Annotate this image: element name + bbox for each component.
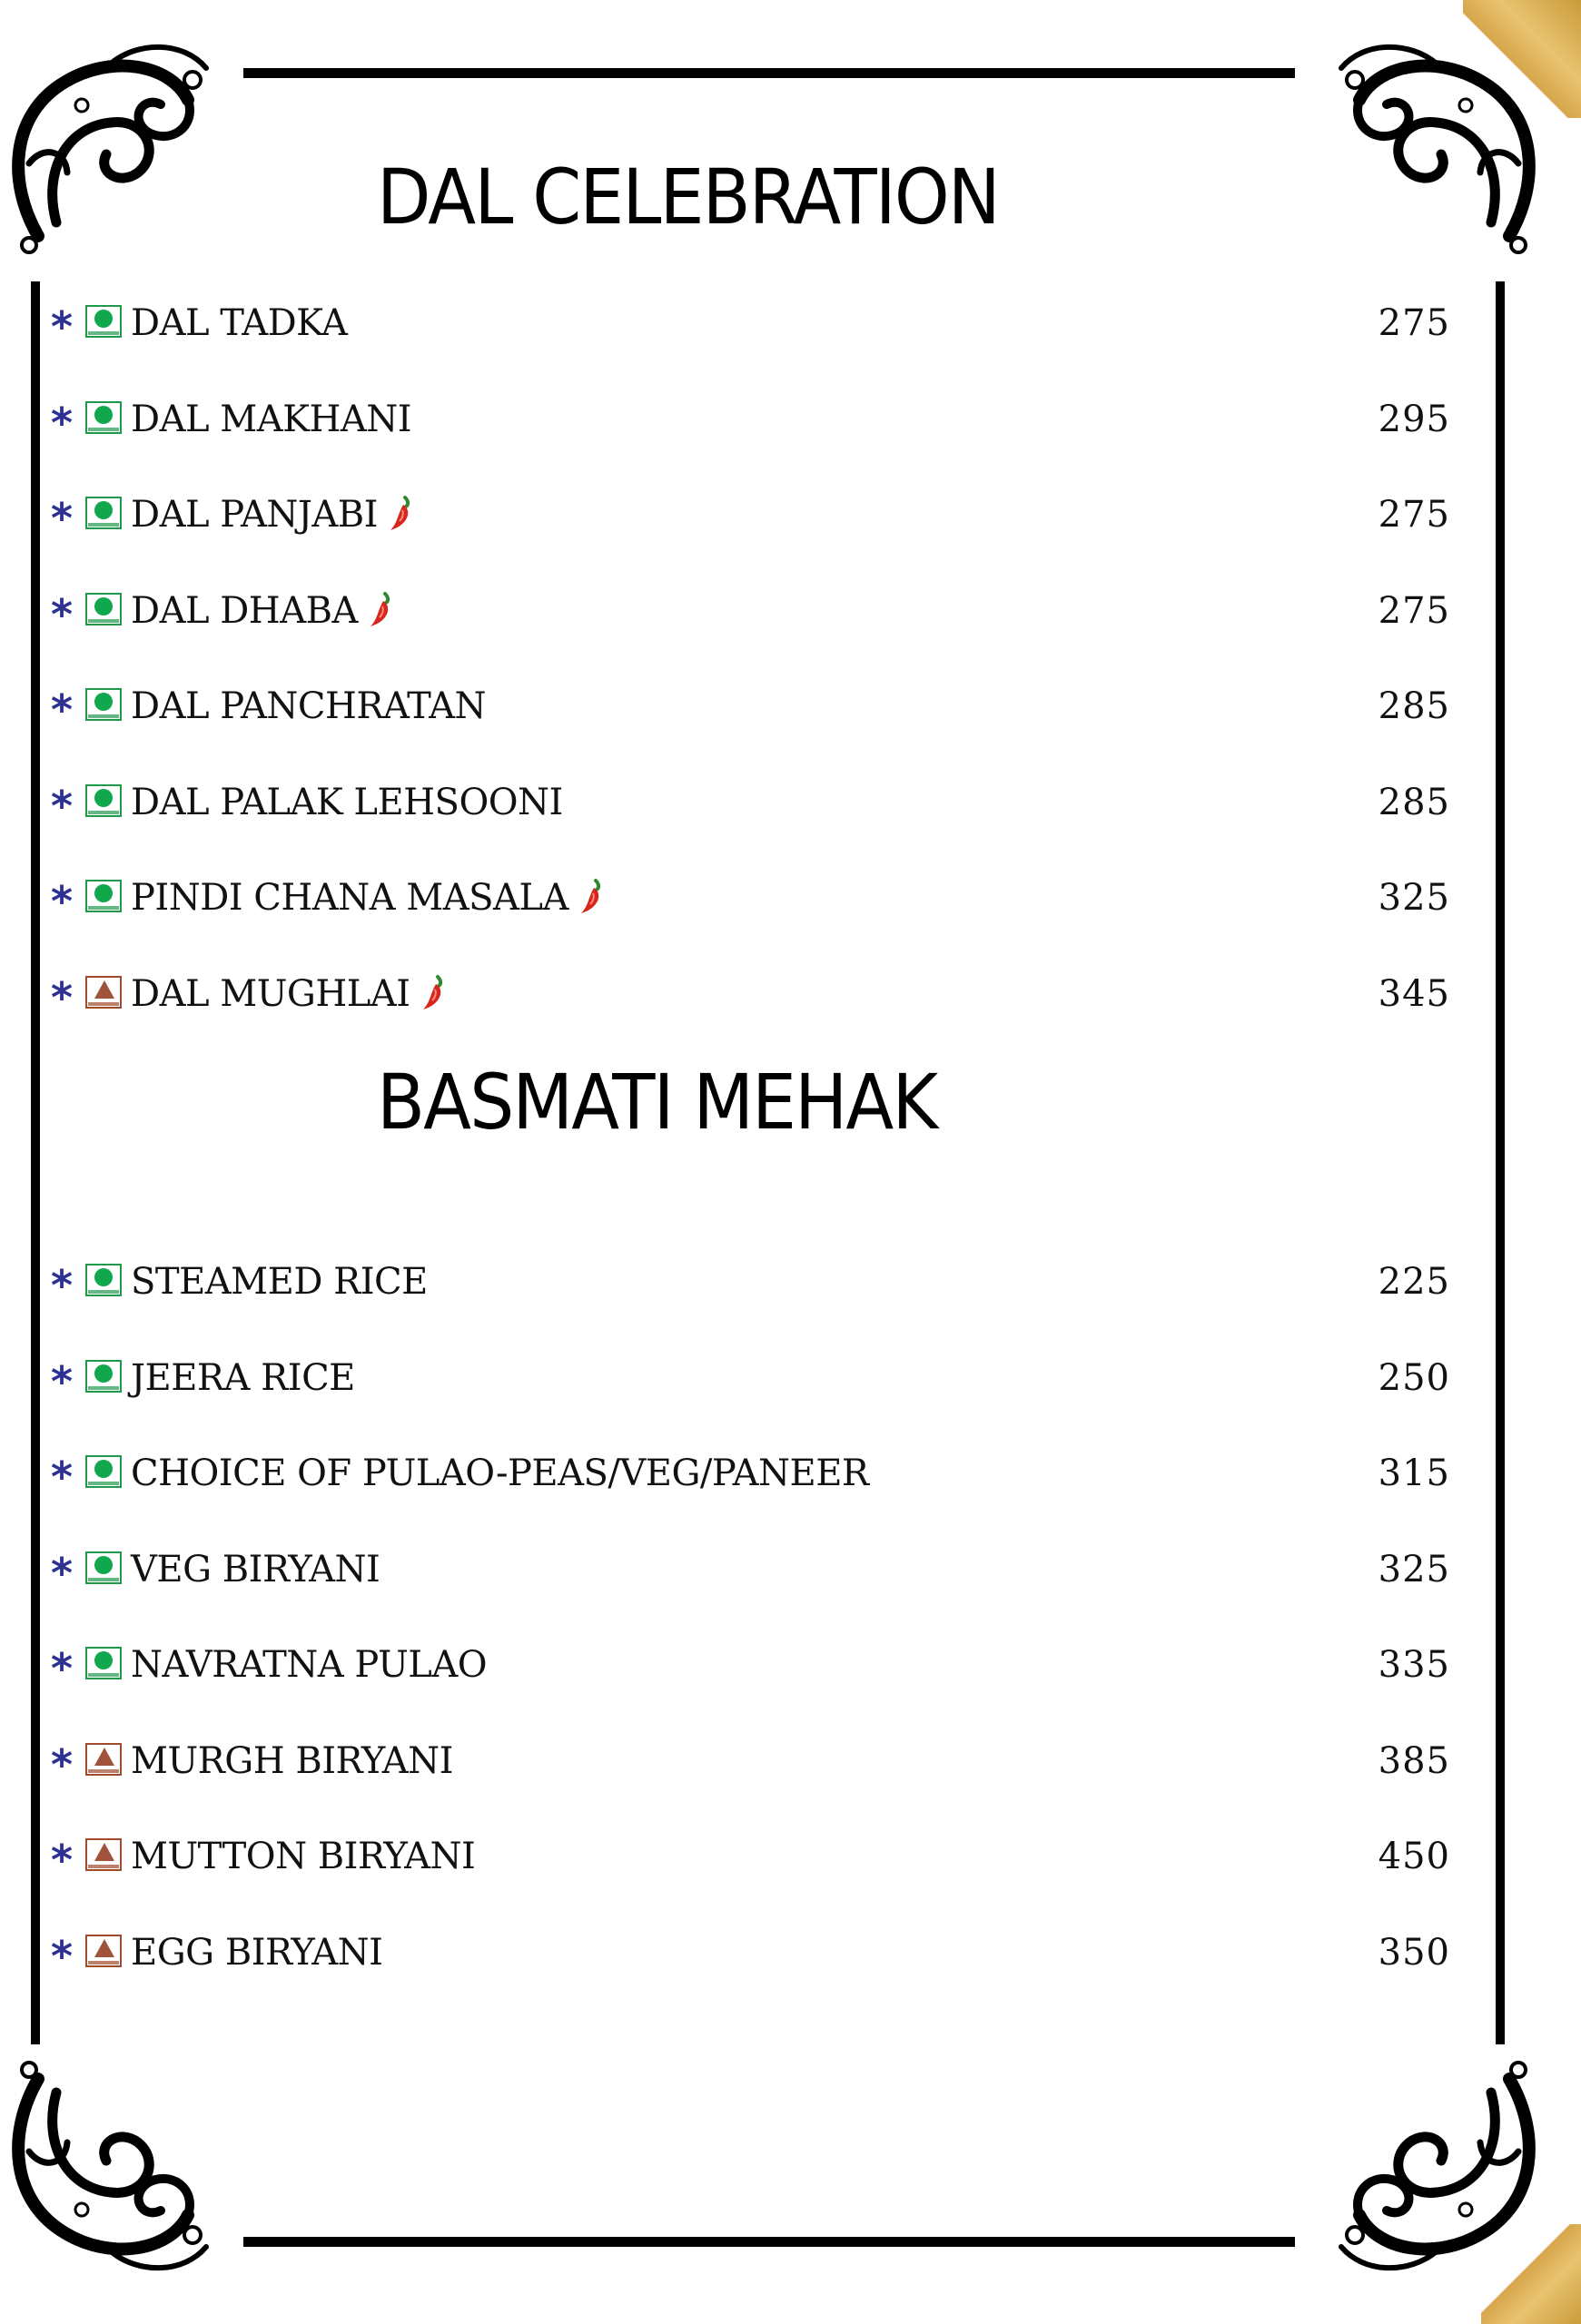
menu-item — [47, 1925, 1450, 1980]
frame-bottom-rule — [243, 2237, 1295, 2247]
asterisk-icon: * — [51, 494, 74, 543]
menu-item-name-text: DAL TADKA — [131, 302, 348, 344]
menu-item-price: 350 — [1378, 1931, 1450, 1974]
frame-right-rule — [1496, 281, 1505, 2044]
chili-icon — [418, 973, 445, 1011]
menu-item — [47, 1255, 1450, 1309]
menu-item — [47, 487, 1450, 542]
veg-symbol-icon — [85, 305, 122, 338]
menu-item-name-text: DAL DHABA — [131, 589, 358, 632]
flourish-ornament-icon — [2, 2061, 229, 2288]
asterisk-icon: * — [51, 398, 74, 448]
section-title-dal-celebration: DAL CELEBRATION — [377, 153, 999, 241]
menu-item — [47, 1542, 1450, 1597]
asterisk-icon: * — [51, 1548, 74, 1598]
flourish-ornament-icon — [1319, 2061, 1546, 2288]
menu-item-price: 295 — [1378, 398, 1450, 440]
asterisk-icon: * — [51, 1739, 74, 1789]
menu-item-price: 225 — [1378, 1261, 1450, 1303]
menu-item — [47, 1351, 1450, 1405]
veg-symbol-icon — [85, 880, 122, 912]
menu-item-name-text: MURGH BIRYANI — [131, 1739, 453, 1782]
flourish-ornament-icon — [2, 27, 229, 254]
menu-item — [47, 1829, 1450, 1884]
menu-item-name — [131, 587, 392, 635]
chili-icon — [576, 877, 603, 915]
menu-item-price: 250 — [1378, 1356, 1450, 1399]
veg-symbol-icon — [85, 784, 122, 817]
menu-item-name — [131, 491, 412, 538]
menu-item-price: 335 — [1378, 1644, 1450, 1686]
menu-item-name — [131, 874, 603, 921]
frame-left-rule — [31, 281, 40, 2044]
non-veg-symbol-icon — [85, 1838, 122, 1871]
asterisk-icon: * — [51, 1356, 74, 1406]
asterisk-icon: * — [51, 1836, 74, 1885]
menu-item-name-text: DAL PALAK LEHSOONI — [131, 781, 563, 823]
veg-symbol-icon — [85, 497, 122, 529]
flourish-ornament-icon — [1319, 27, 1546, 254]
section-title-basmati-mehak: BASMATI MEHAK — [377, 1058, 937, 1147]
menu-item — [47, 679, 1450, 734]
menu-item — [47, 775, 1450, 830]
menu-item-price: 385 — [1378, 1739, 1450, 1782]
menu-item-name-text: VEG BIRYANI — [131, 1548, 380, 1590]
menu-item-name-text: DAL MUGHLAI — [131, 972, 410, 1015]
asterisk-icon: * — [51, 589, 74, 639]
asterisk-icon: * — [51, 685, 74, 734]
menu-item-name — [131, 683, 486, 730]
menu-item-name — [131, 970, 445, 1018]
menu-item-price: 275 — [1378, 302, 1450, 344]
menu-item-price: 315 — [1378, 1452, 1450, 1494]
chili-icon — [385, 494, 412, 532]
menu-item-name-text: PINDI CHANA MASALA — [131, 877, 568, 919]
asterisk-icon: * — [51, 877, 74, 926]
menu-item — [47, 967, 1450, 1021]
menu-item-name-text: EGG BIRYANI — [131, 1931, 383, 1974]
veg-symbol-icon — [85, 1455, 122, 1488]
veg-symbol-icon — [85, 1360, 122, 1393]
menu-item-name-text: NAVRATNA PULAO — [131, 1644, 488, 1686]
menu-item — [47, 584, 1450, 638]
veg-symbol-icon — [85, 401, 122, 434]
menu-item-name-text: JEERA RICE — [131, 1356, 355, 1399]
menu-item-name — [131, 1641, 487, 1689]
asterisk-icon: * — [51, 1644, 74, 1693]
menu-item-price: 345 — [1378, 972, 1450, 1015]
menu-item-price: 325 — [1378, 877, 1450, 919]
menu-item-name — [131, 1546, 380, 1593]
asterisk-icon: * — [51, 1261, 74, 1310]
menu-item-name — [131, 1738, 453, 1785]
menu-item-price: 275 — [1378, 589, 1450, 632]
veg-symbol-icon — [85, 1264, 122, 1296]
asterisk-icon: * — [51, 1452, 74, 1502]
menu-item-name-text: MUTTON BIRYANI — [131, 1836, 476, 1877]
menu-item — [47, 392, 1450, 447]
asterisk-icon: * — [51, 302, 74, 351]
menu-item-name — [131, 779, 563, 826]
menu-item-price: 275 — [1378, 494, 1450, 536]
asterisk-icon: * — [51, 781, 74, 831]
non-veg-symbol-icon — [85, 1743, 122, 1776]
veg-symbol-icon — [85, 688, 122, 721]
menu-item — [47, 871, 1450, 925]
menu-item-name — [131, 1929, 382, 1976]
menu-item-price: 285 — [1378, 781, 1450, 823]
menu-item-name — [131, 300, 347, 347]
menu-item-price: 450 — [1378, 1836, 1450, 1877]
non-veg-symbol-icon — [85, 1935, 122, 1967]
frame-top-rule — [243, 68, 1295, 78]
veg-symbol-icon — [85, 1551, 122, 1584]
menu-item-name — [131, 1258, 428, 1305]
menu-item-name-text: CHOICE OF PULAO-PEAS/VEG/PANEER — [131, 1452, 869, 1494]
menu-item-name-text: DAL MAKHANI — [131, 398, 412, 440]
menu-item — [47, 296, 1450, 350]
chili-icon — [365, 590, 392, 628]
menu-item-price: 325 — [1378, 1548, 1450, 1590]
menu-item-name — [131, 1833, 475, 1880]
menu-item-name-text: DAL PANJABI — [131, 494, 378, 536]
asterisk-icon: * — [51, 972, 74, 1022]
asterisk-icon: * — [51, 1931, 74, 1981]
menu-item-name — [131, 1450, 869, 1497]
menu-item-name-text: STEAMED RICE — [131, 1261, 428, 1303]
veg-symbol-icon — [85, 1647, 122, 1679]
menu-item — [47, 1638, 1450, 1692]
menu-item-name-text: DAL PANCHRATAN — [131, 685, 487, 727]
non-veg-symbol-icon — [85, 976, 122, 1009]
menu-item — [47, 1734, 1450, 1788]
menu-item — [47, 1446, 1450, 1501]
menu-item-name — [131, 396, 411, 443]
veg-symbol-icon — [85, 593, 122, 625]
menu-item-name — [131, 1354, 355, 1402]
menu-item-price: 285 — [1378, 685, 1450, 727]
